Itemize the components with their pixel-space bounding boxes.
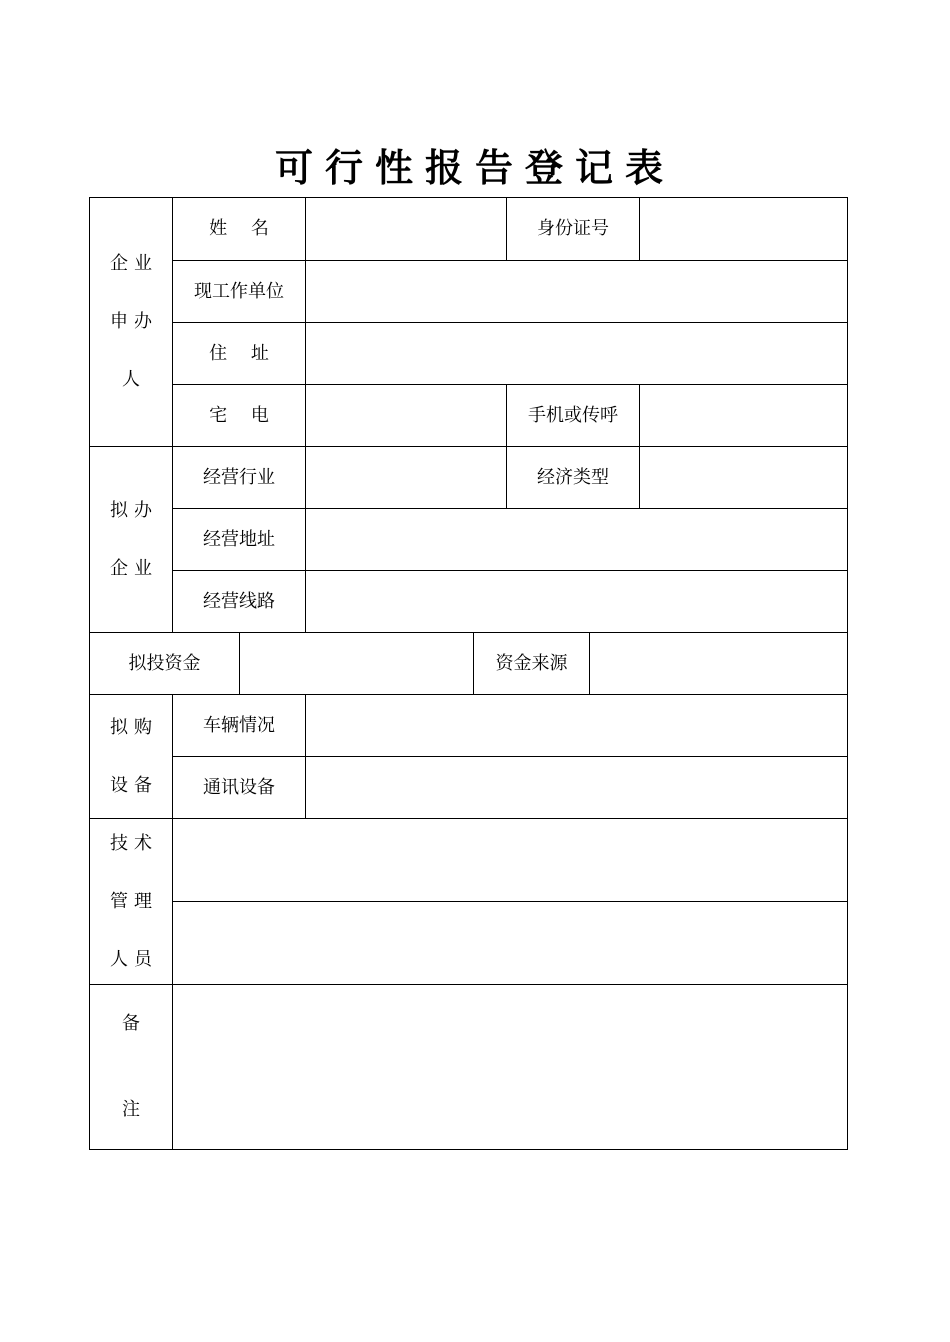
- comm-equipment-field[interactable]: [306, 757, 847, 818]
- tech-staff-field-2[interactable]: [173, 902, 847, 984]
- applicant-label-line-3: 人: [122, 369, 146, 390]
- investment-field[interactable]: [240, 633, 473, 694]
- funding-source-label: 资金来源: [495, 652, 568, 674]
- workplace-field[interactable]: [306, 261, 847, 322]
- equipment-label-line-1: 拟购: [110, 716, 158, 738]
- tech-staff-label-line-3: 人员: [110, 948, 158, 970]
- equipment-section-label: [90, 695, 172, 818]
- vehicle-label: 车辆情况: [203, 714, 275, 736]
- industry-label: 经营行业: [203, 466, 275, 488]
- funding-source-field[interactable]: [590, 633, 847, 694]
- remarks-section-label: [90, 985, 172, 1149]
- page-title: 可行性报告登记表: [274, 145, 675, 190]
- industry-field[interactable]: [306, 447, 506, 508]
- enterprise-section-label: [90, 447, 172, 632]
- equipment-label-line-2: 设备: [110, 774, 158, 796]
- business-address-label: 经营地址: [203, 528, 275, 550]
- enterprise-label-line-2: 企业: [110, 557, 158, 579]
- business-address-field[interactable]: [306, 509, 847, 570]
- registration-form: [89, 197, 848, 1150]
- remarks-field[interactable]: [173, 985, 847, 1149]
- tech-staff-section-label: [90, 819, 172, 984]
- enterprise-label-line-1: 拟办: [110, 499, 158, 521]
- applicant-section-label: [90, 198, 172, 446]
- name-field[interactable]: [306, 198, 506, 260]
- tech-staff-label-line-1: 技术: [110, 832, 158, 854]
- workplace-label: 现工作单位: [194, 280, 284, 302]
- tech-staff-field-1[interactable]: [173, 819, 847, 901]
- remarks-label-line-2: 注: [122, 1099, 146, 1120]
- route-label: 经营线路: [203, 590, 275, 612]
- applicant-label-line-1: 企业: [110, 253, 158, 274]
- remarks-label-line-1: 备: [122, 1013, 146, 1034]
- address-label: 住 址: [209, 342, 269, 364]
- mobile-field[interactable]: [640, 385, 847, 446]
- comm-equipment-label: 通讯设备: [203, 776, 275, 798]
- mobile-label: 手机或传呼: [528, 404, 618, 426]
- economy-type-field[interactable]: [640, 447, 847, 508]
- home-phone-field[interactable]: [306, 385, 506, 446]
- investment-label: 拟投资金: [128, 652, 201, 674]
- address-field[interactable]: [306, 323, 847, 384]
- route-field[interactable]: [306, 571, 847, 632]
- applicant-label-line-2: 申办: [110, 311, 158, 332]
- id-number-label: 身份证号: [537, 218, 609, 239]
- vehicle-field[interactable]: [306, 695, 847, 756]
- home-phone-label: 宅 电: [209, 404, 269, 426]
- id-number-field[interactable]: [640, 198, 847, 260]
- name-label: 姓 名: [209, 218, 269, 239]
- economy-type-label: 经济类型: [537, 466, 609, 488]
- tech-staff-label-line-2: 管理: [110, 890, 158, 912]
